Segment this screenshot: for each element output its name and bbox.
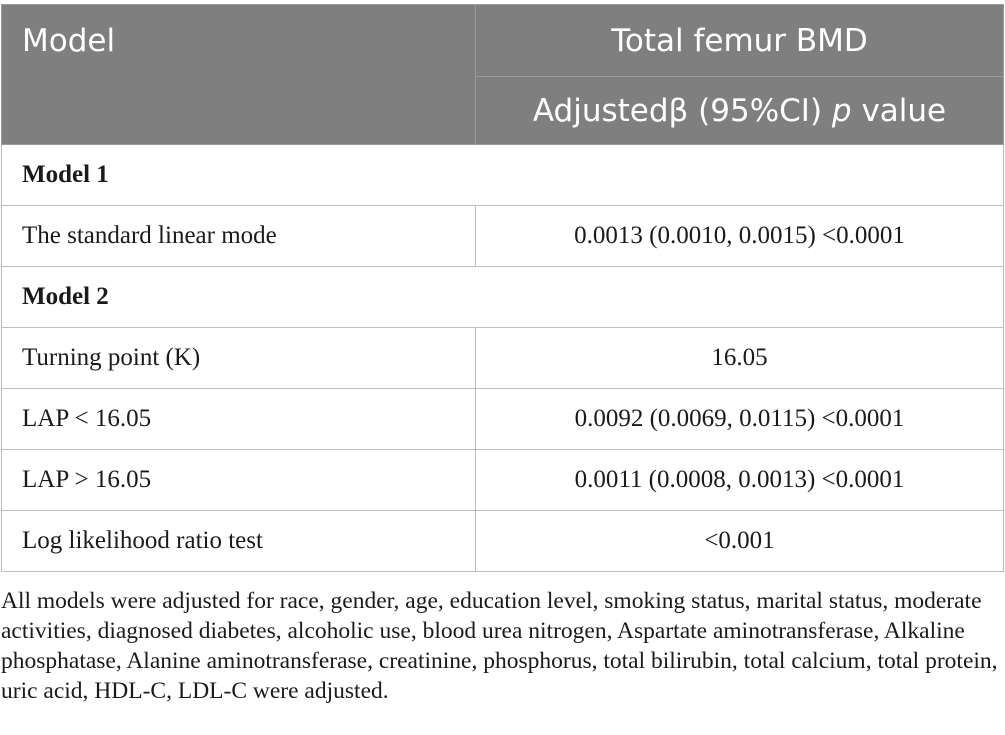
results-table — [1, 4, 1004, 572]
header-row — [2, 5, 1004, 77]
total-femur-bmd-header: Total femur BMD — [476, 5, 1004, 77]
row-value: 0.0011 (0.0008, 0.0013) <0.0001 — [476, 450, 1004, 511]
section-row-model-1 — [2, 145, 1004, 206]
model-column-header — [2, 5, 476, 145]
table-header — [2, 5, 1004, 145]
row-value: 0.0092 (0.0069, 0.0115) <0.0001 — [476, 389, 1004, 450]
row-value: 16.05 — [476, 328, 1004, 389]
row-label: LAP > 16.05 — [2, 450, 476, 511]
row-value: 0.0013 (0.0010, 0.0015) <0.0001 — [476, 206, 1004, 267]
row-label: LAP < 16.05 — [2, 389, 476, 450]
section-label: Model 1 — [2, 145, 1004, 206]
model-header-label: Model — [22, 22, 116, 59]
table-row — [2, 511, 1004, 572]
table-row — [2, 328, 1004, 389]
table-row — [2, 206, 1004, 267]
table-row — [2, 389, 1004, 450]
subheader-p: p — [831, 92, 852, 129]
subheader-suffix: value — [851, 92, 947, 129]
table-row — [2, 450, 1004, 511]
adjusted-beta-header — [476, 77, 1004, 145]
section-label: Model 2 — [2, 267, 1004, 328]
section-row-model-2 — [2, 267, 1004, 328]
row-value: <0.001 — [476, 511, 1004, 572]
table-body — [2, 145, 1004, 572]
table-footnote: All models were adjusted for race, gender, age, education level, smoking status, marital status, moderate activities, diagnosed diabetes, alcoholic use, blood urea nitrogen, Aspartate aminotransferase, Alkaline phosphatase, Alanine aminotransferase, creatinine, phosphorus, total bilirubin, total calcium, total protein, uric acid, HDL-C, LDL-C were adjusted. — [1, 588, 998, 704]
row-label: Turning point (K) — [2, 328, 476, 389]
row-label: Log likelihood ratio test — [2, 511, 476, 572]
row-label: The standard linear mode — [2, 206, 476, 267]
subheader-prefix: Adjustedβ (95%CI) — [532, 92, 832, 129]
